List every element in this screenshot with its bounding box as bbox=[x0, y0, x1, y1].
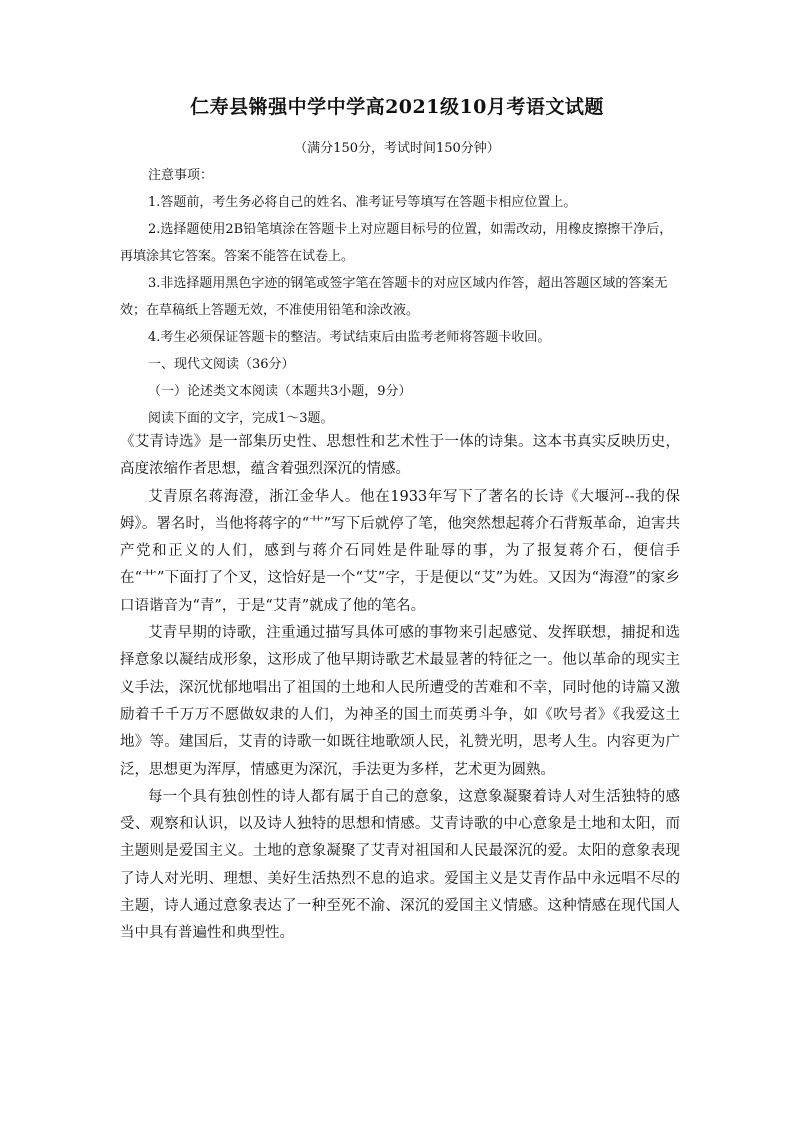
passage-paragraph: 《艾青诗选》是一部集历史性、思想性和艺术性于一体的诗集。这本书真实反映历史，高度浓缩作者思想，蕴含着强烈深沉的情感。 bbox=[120, 434, 680, 478]
section-heading: 一、现代文阅读（36分） bbox=[148, 357, 295, 372]
note-item: 3.非选择题用黑色字迹的钢笔或签字笔在答题卡的对应区域内作答，超出答题区域的答案无效；在草稿纸上答题无效，不准使用铅笔和涂改液。 bbox=[120, 276, 668, 318]
reading-instruction: 阅读下面的文字，完成1～3题。 bbox=[148, 411, 334, 426]
note-item: 4.考生必须保证答题卡的整洁。考试结束后由监考老师将答题卡收回。 bbox=[148, 330, 551, 345]
note-item: 1.答题前，考生务必将自己的姓名、准考证号等填写在答题卡相应位置上。 bbox=[148, 195, 577, 210]
subsection-heading: （一）论述类文本阅读（本题共3小题，9分） bbox=[148, 384, 412, 399]
notes-heading: 注意事项： bbox=[148, 168, 214, 183]
exam-title: 仁寿县锵强中学中学高2021级10月考语文试题 bbox=[190, 96, 604, 118]
instructions-block bbox=[120, 162, 680, 432]
note-item: 2.选择题使用2B铅笔填涂在答题卡上对应题目标号的位置，如需改动，用橡皮擦擦干净后，再填涂其它答案。答案不能答在试卷上。 bbox=[120, 222, 673, 264]
exam-subtitle: （满分150分，考试时间150分钟） bbox=[294, 141, 500, 156]
passage-paragraph: 艾青原名蒋海澄，浙江金华人。他在1933年写下了著名的长诗《大堰河--我的保姆》。署名时，当他将蒋字的“艹”写下后就停了笔，他突然想起蒋介石背叛革命，迫害共产党和正义的人们，感到与蒋介石同姓是件耻辱的事，为了报复蒋介石，便信手在“艹”下面打了个叉，这恰好是一个“艾”字，于是便以“艾”为姓。又因为“海澄”的家乡口语谐音为“青”，于是“艾青”就成了他的笔名。 bbox=[120, 488, 680, 614]
passage-paragraph: 每一个具有独创性的诗人都有属于自己的意象，这意象凝聚着诗人对生活独特的感受、观察和认识，以及诗人独特的思想和情感。艾青诗歌的中心意象是土地和太阳，而主题则是爱国主义。土地的意象凝聚了艾青对祖国和人民最深沉的爱。太阳的意象表现了诗人对光明、理想、美好生活热烈不息的追求。爱国主义是艾青作品中永远唱不尽的主题，诗人通过意象表达了一种至死不渝、深沉的爱国主义情感。这种情感在现代国人当中具有普遍性和典型性。 bbox=[120, 788, 680, 942]
passage-paragraph: 艾青早期的诗歌，注重通过描写具体可感的事物来引起感觉、发挥联想，捕捉和选择意象以凝结成形象，这形成了他早期诗歌艺术最显著的特征之一。他以革命的现实主义手法，深沉忧郁地唱出了祖国的土地和人民所遭受的苦难和不幸，同时他的诗篇又激励着千千万万不愿做奴隶的人们，为神圣的国土而英勇斗争，如《吹号者》《我爱这土地》等。建国后，艾青的诗歌一如既往地歌颂人民，礼赞光明，思考人生。内容更为广泛，思想更为浑厚，情感更为深沉，手法更为多样，艺术更为圆熟。 bbox=[120, 625, 680, 778]
reading-passage bbox=[120, 429, 680, 948]
